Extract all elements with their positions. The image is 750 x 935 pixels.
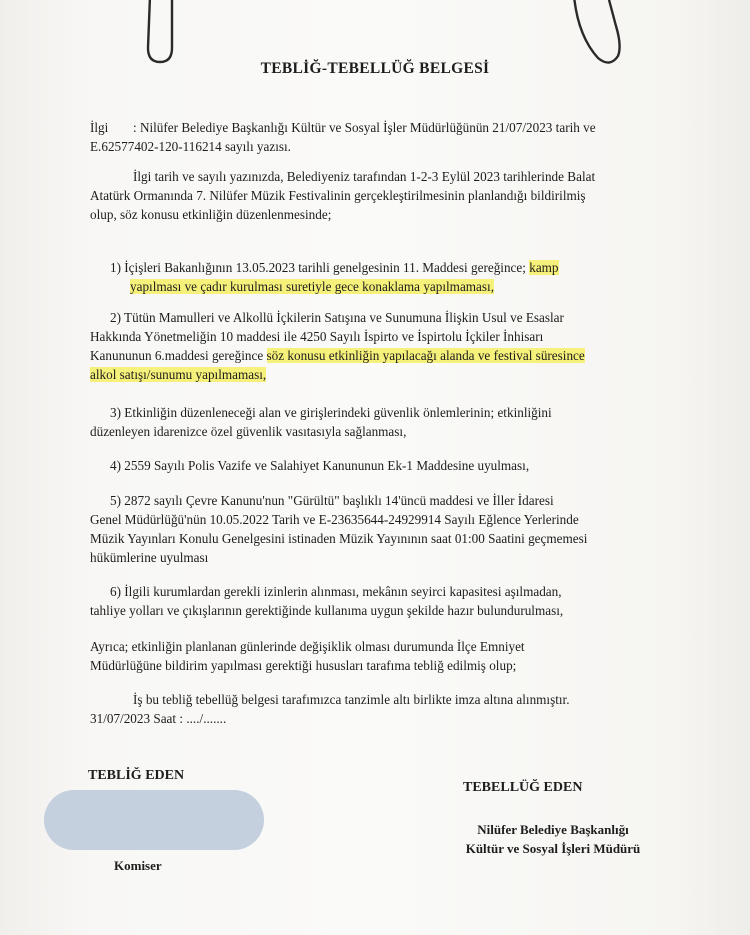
closing-line-2: 31/07/2023 Saat : ..../....... [90, 711, 227, 726]
item-5-line-2: Genel Müdürlüğü'nün 10.05.2022 Tarih ve E-23635644-24929914 Sayılı Eğlence Yerlerinde [90, 512, 579, 527]
item-1-line-1 [110, 258, 559, 277]
signature-left-title: TEBLİĞ EDEN [88, 768, 185, 783]
ilgi-label: İlgi [90, 120, 109, 135]
intro-line-1: İlgi tarih ve sayılı yazınızda, Belediyeniz tarafından 1-2-3 Eylül 2023 tarihlerinde Balat [133, 169, 596, 184]
redaction-blur [44, 790, 264, 850]
document-title: TEBLİĞ-TEBELLÜĞ BELGESİ [260, 60, 490, 77]
signature-left-role: Komiser [114, 858, 162, 873]
ayrica-line-2: Müdürlüğüne bildirim yapılması gerektiği hususları tarafıma tebliğ edilmiş olup; [90, 658, 517, 673]
item-6-line-2: tahliye yolları ve çıkışlarının gerektiğinde kullanıma uygun şekilde hazır bulundurulması, [90, 603, 564, 618]
item-2-line-4 [90, 365, 266, 384]
signature-right-org-line-2: Kültür ve Sosyal İşleri Müdürü [465, 841, 641, 856]
item-4-line-1: 4) 2559 Sayılı Polis Vazife ve Salahiyet Kanununun Ek-1 Maddesine uyulması, [110, 458, 530, 473]
signature-right-title: TEBELLÜĞ EDEN [463, 780, 583, 795]
item-3-line-1: 3) Etkinliğin düzenleneceği alan ve girişlerindeki güvenlik önlemlerinin; etkinliğini [110, 405, 552, 420]
item-2-line-2: Hakkında Yönetmeliğin 10 maddesi ile 4250 Sayılı İspirto ve İspirtolu İçkiler İnhisarı [90, 329, 544, 344]
paper-clip-left [138, 0, 188, 68]
signature-right-org-line-1: Nilüfer Belediye Başkanlığı [477, 822, 629, 837]
item-2-line-1: 2) Tütün Mamulleri ve Alkollü İçkilerin Satışına ve Sunumuna İlişkin Usul ve Esaslar [110, 310, 564, 325]
item-5-line-1: 5) 2872 sayılı Çevre Kanunu'nun "Gürültü" başlıklı 14'üncü maddesi ve İller İdaresi [110, 493, 554, 508]
ilgi-line-1: : Nilüfer Belediye Başkanlığı Kültür ve Sosyal İşler Müdürlüğünün 21/07/2023 tarih ve [133, 120, 596, 135]
item-2-line-3 [90, 346, 585, 365]
intro-line-3: olup, söz konusu etkinliğin düzenlenmesinde; [90, 207, 332, 222]
item-3-line-2: düzenleyen idarenizce özel güvenlik vasıtasıyla sağlanması, [90, 424, 407, 439]
closing-line-1: İş bu tebliğ tebellüğ belgesi tarafımızca tanzimle altı birlikte imza altına alınmıştır. [133, 692, 570, 707]
ilgi-line-2: E.62577402-120-116214 sayılı yazısı. [90, 139, 291, 154]
item-6-line-1: 6) İlgili kurumlardan gerekli izinlerin alınması, mekânın seyirci kapasitesi aşılmadan, [110, 584, 562, 599]
item-2-highlight: söz konusu etkinliğin yapılacağı alanda ve festival süresince [266, 348, 585, 363]
intro-line-2: Atatürk Ormanında 7. Nilüfer Müzik Festivalinin gerçekleştirilmesinin planlandığı bildirilmiş [90, 188, 586, 203]
item-5-line-3: Müzik Yayınları Konulu Genelgesini istinaden Müzik Yayınının saat 01:00 Saatini geçmemesi [90, 531, 588, 546]
item-1-text: 1) İçişleri Bakanlığının 13.05.2023 tarihli genelgesinin 11. Maddesi gereğince; [110, 260, 526, 275]
item-1-highlight-2: yapılması ve çadır kurulması suretiyle gece konaklama yapılmaması, [130, 279, 495, 294]
ayrica-line-1: Ayrıca; etkinliğin planlanan günlerinde değişiklik olması durumunda İlçe Emniyet [90, 639, 525, 654]
paper-clip-right [568, 0, 628, 68]
item-2-text: Kanununun 6.maddesi gereğince [90, 348, 264, 363]
signature-right-org [440, 820, 666, 858]
item-1-line-2 [130, 277, 494, 296]
item-2-highlight-2: alkol satışı/sunumu yapılmaması, [90, 367, 267, 382]
item-5-line-4: hükümlerine uyulması [90, 550, 209, 565]
item-1-highlight: kamp [529, 260, 559, 275]
